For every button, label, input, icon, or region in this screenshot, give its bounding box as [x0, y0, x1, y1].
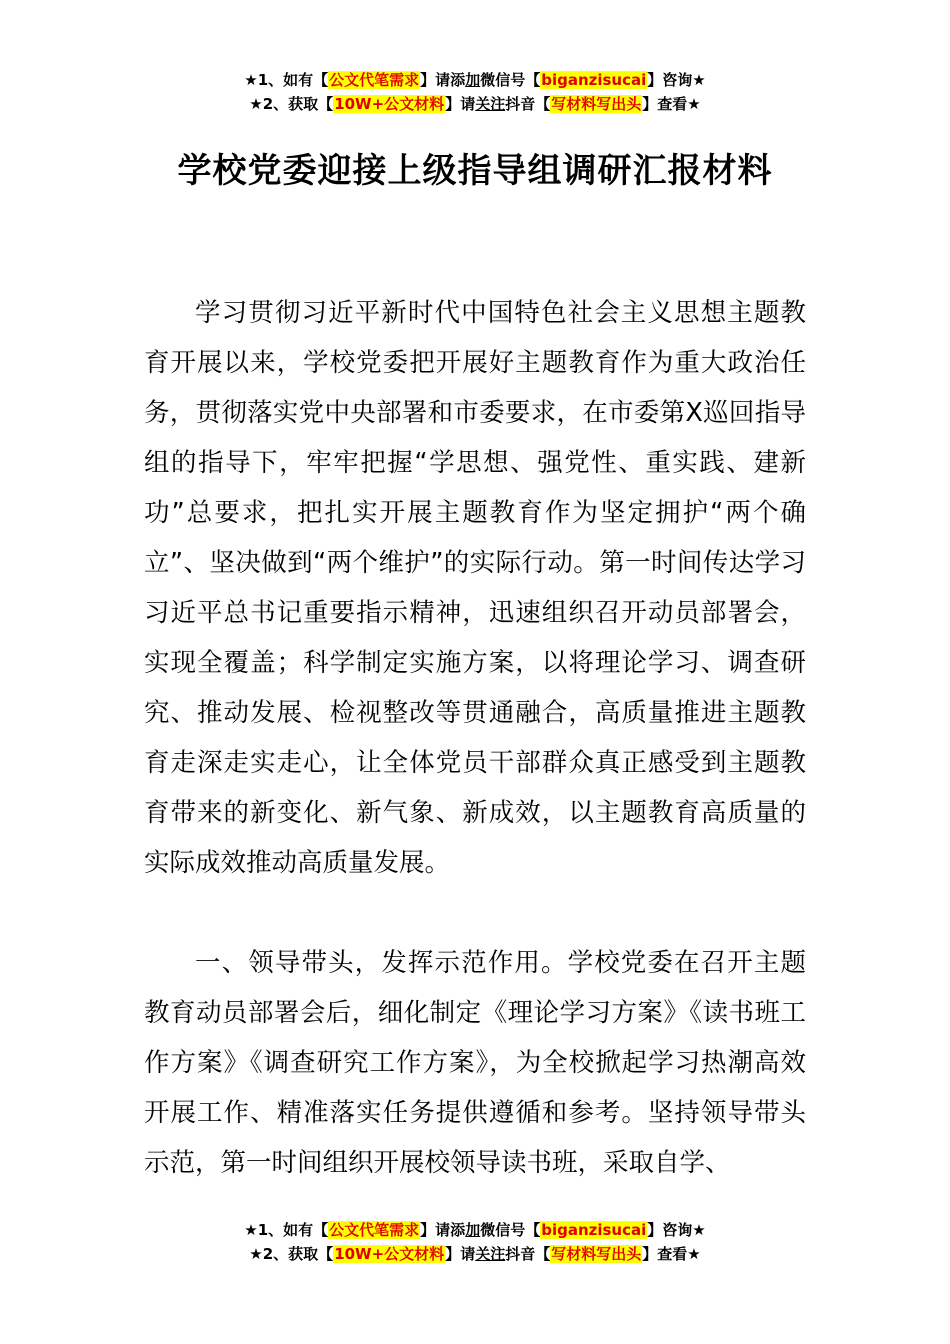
highlight-wechat-id: biganzisucai: [541, 1221, 647, 1239]
document-title: 学校党委迎接上级指导组调研汇报材料: [177, 151, 773, 191]
header-promo-banner: [0, 68, 950, 116]
highlight-materials: 10W+公文材料: [334, 1245, 445, 1263]
promo-line-2: ★2、获取【10W+公文材料】请关注抖音【写材料写出头】查看★: [249, 1245, 701, 1263]
body-paragraph-intro: 学习贯彻习近平新时代中国特色社会主义思想主题教育开展以来，学校党委把开展好主题教育作为重大政治任务，贯彻落实党中央部署和市委要求，在市委第Ⅹ巡回指导组的指导下，牢牢把握“学思想、强党性、重实践、建新功”总要求，把扎实开展主题教育作为坚定拥护“两个确立”、坚决做到“两个维护”的实际行动。第一时间传达学习习近平总书记重要指示精神，迅速组织召开动员部署会，实现全覆盖；科学制定实施方案，以将理论学习、调查研究、推动发展、检视整改等贯通融合，高质量推进主题教育走深走实走心，让全体党员干部群众真正感受到主题教育带来的新变化、新气象、新成效，以主题教育高质量的实际成效推动高质量发展。: [144, 298, 806, 878]
highlight-service: 公文代笔需求: [329, 1221, 420, 1239]
promo-line-1: ★1、如有【公文代笔需求】请添加微信号【biganzisucai】咨询★: [244, 71, 706, 89]
highlight-materials: 10W+公文材料: [334, 95, 445, 113]
body-paragraph-section-1: 一、领导带头，发挥示范作用。学校党委在召开主题教育动员部署会后，细化制定《理论学习方案》《读书班工作方案》《调查研究工作方案》，为全校掀起学习热潮高效开展工作、精准落实任务提供遵循和参考。坚持领导带头示范，第一时间组织开展校领导读书班，采取自学、: [144, 948, 806, 1178]
highlight-wechat-id: biganzisucai: [541, 71, 647, 89]
promo-line-2: ★2、获取【10W+公文材料】请关注抖音【写材料写出头】查看★: [249, 95, 701, 113]
footer-promo-banner: [0, 1218, 950, 1266]
highlight-douyin-account: 写材料写出头: [551, 1245, 642, 1263]
highlight-douyin-account: 写材料写出头: [551, 95, 642, 113]
promo-line-1: ★1、如有【公文代笔需求】请添加微信号【biganzisucai】咨询★: [244, 1221, 706, 1239]
highlight-service: 公文代笔需求: [329, 71, 420, 89]
